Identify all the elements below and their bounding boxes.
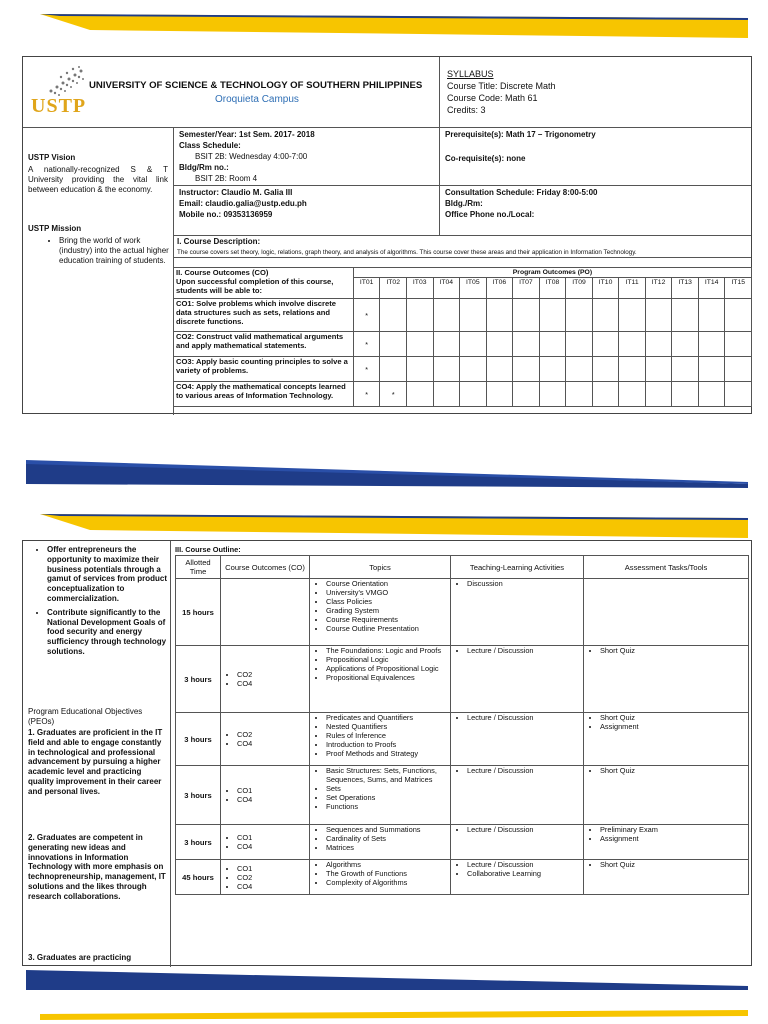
campus-name: Oroquieta Campus — [215, 94, 299, 105]
co-rows — [174, 299, 752, 407]
topic-item: • Proof Methods and Strategy — [326, 749, 448, 758]
po-mark — [513, 299, 540, 332]
po-mark — [539, 299, 566, 332]
outline-assessment — [584, 766, 749, 825]
po-mark — [645, 332, 672, 357]
header-divider — [23, 127, 751, 128]
header-allotted-time: Allotted Time — [176, 556, 221, 579]
assessment-list — [586, 713, 746, 731]
mission-list — [49, 236, 171, 265]
po-mark — [486, 382, 513, 407]
tla-list — [453, 825, 581, 834]
peo-3: 3. Graduates are practicing — [28, 953, 132, 962]
instructor-mobile: Mobile no.: 09353136959 — [179, 210, 273, 219]
co-row — [174, 299, 752, 332]
syllabus-page-1 — [22, 56, 752, 414]
tla-item: • Lecture / Discussion — [467, 713, 581, 722]
tla-item: • Lecture / Discussion — [467, 646, 581, 655]
po-mark — [672, 332, 699, 357]
po-mark — [380, 332, 407, 357]
header-vert-divider — [439, 57, 440, 127]
po-mark — [513, 357, 540, 382]
topic-item: • Algorithms — [326, 860, 448, 869]
tla-item: • Lecture / Discussion — [467, 860, 581, 869]
co-item: • CO4 — [237, 795, 307, 804]
assessment-item: • Preliminary Exam — [600, 825, 746, 834]
outline-rows — [176, 579, 749, 895]
tla-item: • Lecture / Discussion — [467, 766, 581, 775]
po-label: IT05 — [460, 278, 487, 299]
mission-item: • Offer entrepreneurs the opportunity to maximize their business potentials through a gamut of services from product conceptualization to commercialization. — [47, 545, 177, 604]
po-mark — [406, 382, 433, 407]
po-mark — [433, 332, 460, 357]
po-mark — [725, 357, 752, 382]
course-title: Course Title: Discrete Math — [447, 81, 556, 91]
po-label: IT12 — [645, 278, 672, 299]
outline-row — [176, 713, 749, 766]
instructor: Instructor: Claudio M. Galia III — [179, 188, 293, 197]
office-phone: Office Phone no./Local: — [445, 210, 535, 219]
co-title: II. Course Outcomes (CO) — [176, 268, 269, 277]
tla-item: • Lecture / Discussion — [467, 825, 581, 834]
header-course-outcomes: Course Outcomes (CO) — [221, 556, 310, 579]
tla-list — [453, 860, 581, 878]
topic-item: • Complexity of Algorithms — [326, 878, 448, 887]
outline-co — [221, 579, 310, 646]
outline-tla — [451, 713, 584, 766]
outline-tla — [451, 825, 584, 860]
co-subtitle: Upon successful completion of this course, students will be able to: — [176, 277, 334, 295]
po-mark — [566, 299, 593, 332]
allotted-time: 15 hours — [176, 579, 221, 646]
consultation-bldg: Bldg./Rm: — [445, 199, 483, 208]
outline-assessment — [584, 713, 749, 766]
tla-list — [453, 646, 581, 655]
outline-co — [221, 646, 310, 713]
co-text: CO1: Solve problems which involve discrete data structures such as sets, relations and discrete functions. — [174, 299, 354, 332]
schedule-mid-line — [173, 185, 751, 186]
co-row — [174, 332, 752, 357]
topic-item: • Functions — [326, 802, 448, 811]
po-mark — [566, 357, 593, 382]
outline-row — [176, 646, 749, 713]
po-label: IT09 — [566, 278, 593, 299]
po-mark — [406, 299, 433, 332]
topic-item: • Basic Structures: Sets, Functions, Sequences, Sums, and Matrices — [326, 766, 448, 784]
topic-item: • Applications of Propositional Logic — [326, 664, 448, 673]
co-row — [174, 357, 752, 382]
tla-list — [453, 579, 581, 588]
po-mark — [460, 332, 487, 357]
po-mark — [460, 357, 487, 382]
outline-assessment — [584, 579, 749, 646]
po-mark — [380, 299, 407, 332]
po-mark: * — [353, 382, 380, 407]
outline-topics — [310, 860, 451, 895]
po-mark — [433, 357, 460, 382]
po-mark — [619, 382, 645, 407]
allotted-time: 3 hours — [176, 825, 221, 860]
header-assessment: Assessment Tasks/Tools — [584, 556, 749, 579]
po-mark — [725, 332, 752, 357]
po-label: IT13 — [672, 278, 699, 299]
outline-row — [176, 766, 749, 825]
co-item: • CO2 — [237, 873, 307, 882]
ustp-logo — [31, 61, 87, 119]
topic-list — [312, 646, 448, 682]
po-mark — [672, 299, 699, 332]
tla-list — [453, 766, 581, 775]
assessment-list — [586, 825, 746, 843]
po-mark — [539, 382, 566, 407]
assessment-item: • Assignment — [600, 834, 746, 843]
co-item: • CO4 — [237, 739, 307, 748]
university-name: UNIVERSITY OF SCIENCE & TECHNOLOGY OF SOUTHERN PHILIPPINES — [89, 80, 423, 91]
outline-topics — [310, 713, 451, 766]
outline-tla — [451, 646, 584, 713]
po-mark — [406, 357, 433, 382]
assessment-item: • Assignment — [600, 722, 746, 731]
po-mark — [486, 357, 513, 382]
po-mark — [539, 357, 566, 382]
assessment-item: • Short Quiz — [600, 713, 746, 722]
po-mark — [592, 332, 619, 357]
po-mark: * — [353, 332, 380, 357]
assessment-item: • Short Quiz — [600, 646, 746, 655]
allotted-time: 45 hours — [176, 860, 221, 895]
peo-2: 2. Graduates are competent in generating new ideas and innovations in Information Technology with more emphasis on technopreneurship, management, IT solutions and the likes through research collaborations. — [28, 833, 166, 901]
po-label: IT02 — [380, 278, 407, 299]
po-mark — [433, 299, 460, 332]
po-label: IT03 — [406, 278, 433, 299]
mission-title: USTP Mission — [28, 224, 82, 233]
co-item: • CO4 — [237, 882, 307, 891]
po-label: IT04 — [433, 278, 460, 299]
topic-item: • Course Orientation — [326, 579, 448, 588]
co-item: • CO1 — [237, 864, 307, 873]
co-item: • CO4 — [237, 842, 307, 851]
logo-text: USTP — [31, 95, 87, 117]
bldg-room-value: BSIT 2B: Room 4 — [195, 174, 258, 183]
schedule-vert-divider — [439, 127, 440, 235]
po-mark — [672, 357, 699, 382]
po-mark — [380, 357, 407, 382]
outline-row — [176, 825, 749, 860]
vision-title: USTP Vision — [28, 153, 76, 162]
topic-list — [312, 713, 448, 758]
topic-item: • Propositional Equivalences — [326, 673, 448, 682]
po-mark — [698, 357, 725, 382]
topic-item: • Introduction to Proofs — [326, 740, 448, 749]
outline-topics — [310, 579, 451, 646]
tla-item: • Discussion — [467, 579, 581, 588]
co-item: • CO4 — [237, 679, 307, 688]
po-mark — [433, 382, 460, 407]
outline-co — [221, 860, 310, 895]
topic-item: • Predicates and Quantifiers — [326, 713, 448, 722]
outline-row — [176, 579, 749, 646]
co-item: • CO1 — [237, 833, 307, 842]
po-mark: * — [353, 357, 380, 382]
corequisite: Co-requisite(s): none — [445, 154, 526, 163]
bldg-room-label: Bldg/Rm no.: — [179, 163, 229, 172]
outline-topics — [310, 646, 451, 713]
co-item: • CO2 — [237, 670, 307, 679]
topic-item: • Course Outline Presentation — [326, 624, 448, 633]
instructor-email: Email: claudio.galia@ustp.edu.ph — [179, 199, 307, 208]
topic-list — [312, 579, 448, 633]
po-mark — [513, 332, 540, 357]
co-item: • CO1 — [237, 786, 307, 795]
po-mark — [645, 299, 672, 332]
bottom-navy-band — [0, 964, 768, 1024]
syllabus-label: SYLLABUS — [447, 69, 494, 79]
topic-item: • Set Operations — [326, 793, 448, 802]
po-mark — [619, 357, 645, 382]
po-mark — [698, 299, 725, 332]
po-mark — [486, 332, 513, 357]
po-label: IT01 — [353, 278, 380, 299]
po-mark — [460, 299, 487, 332]
vision-text: A nationally-recognized S & T University providing the vital link between education & the economy. — [28, 165, 168, 194]
po-header: Program Outcomes (PO) — [353, 268, 751, 278]
assessment-list — [586, 860, 746, 869]
topic-item: • Sequences and Summations — [326, 825, 448, 834]
po-mark — [513, 382, 540, 407]
top-yellow-band — [0, 8, 768, 40]
peo-1: 1. Graduates are proficient in the IT field and able to engage constantly in technological and professional advancement by pursuing a higher academic level and practicing quality improvement in their career and personal lives. — [28, 728, 163, 796]
po-mark — [698, 332, 725, 357]
tla-item: • Collaborative Learning — [467, 869, 581, 878]
course-outline-title: III. Course Outline: — [175, 545, 241, 554]
po-mark — [645, 382, 672, 407]
topic-item: • Matrices — [326, 843, 448, 852]
second-yellow-band — [0, 508, 768, 540]
po-mark — [406, 332, 433, 357]
outline-assessment — [584, 825, 749, 860]
allotted-time: 3 hours — [176, 766, 221, 825]
allotted-time: 3 hours — [176, 646, 221, 713]
co-text: CO3: Apply basic counting principles to solve a variety of problems. — [174, 357, 354, 382]
credits: Credits: 3 — [447, 105, 486, 115]
topic-item: • Grading System — [326, 606, 448, 615]
po-mark — [592, 382, 619, 407]
mission-list-continued — [33, 545, 177, 657]
topic-item: • University's VMGO — [326, 588, 448, 597]
mission-item: • Bring the world of work (industry) into the actual higher education training of students. — [59, 236, 171, 265]
outline-row — [176, 860, 749, 895]
topic-item: • Cardinality of Sets — [326, 834, 448, 843]
allotted-time: 3 hours — [176, 713, 221, 766]
topic-item: • The Foundations: Logic and Proofs — [326, 646, 448, 655]
header-topics: Topics — [310, 556, 451, 579]
co-row — [174, 382, 752, 407]
class-schedule-label: Class Schedule: — [179, 141, 241, 150]
po-mark: * — [353, 299, 380, 332]
mission-item: • Contribute significantly to the National Development Goals of food security and energy sufficiency through technology solutions. — [47, 608, 177, 657]
syllabus-page-2 — [22, 540, 752, 966]
po-mark — [645, 357, 672, 382]
po-mark — [725, 299, 752, 332]
po-mark — [725, 382, 752, 407]
topic-item: • The Growth of Functions — [326, 869, 448, 878]
course-outline-table — [175, 555, 749, 895]
po-label: IT10 — [592, 278, 619, 299]
outline-co — [221, 713, 310, 766]
co-list — [223, 670, 307, 688]
co-text: CO4: Apply the mathematical concepts learned to various areas of Information Technology. — [174, 382, 354, 407]
po-label: IT14 — [698, 278, 725, 299]
topic-list — [312, 860, 448, 887]
class-schedule-time: BSIT 2B: Wednesday 4:00-7:00 — [195, 152, 308, 161]
po-mark: * — [380, 382, 407, 407]
outline-assessment — [584, 646, 749, 713]
po-mark — [539, 332, 566, 357]
co-item: • CO2 — [237, 730, 307, 739]
assessment-list — [586, 766, 746, 775]
middle-navy-band — [0, 454, 768, 490]
course-code: Course Code: Math 61 — [447, 93, 538, 103]
topic-item: • Propositional Logic — [326, 655, 448, 664]
prerequisite: Prerequisite(s): Math 17 – Trigonometry — [445, 130, 596, 139]
outline-co — [221, 825, 310, 860]
po-mark — [592, 357, 619, 382]
assessment-item: • Short Quiz — [600, 860, 746, 869]
po-mark — [460, 382, 487, 407]
tla-list — [453, 713, 581, 722]
peo-title: Program Educational Objectives (PEOs) — [28, 707, 143, 726]
outline-tla — [451, 579, 584, 646]
po-label: IT15 — [725, 278, 752, 299]
po-mark — [566, 332, 593, 357]
header-teaching-activities: Teaching-Learning Activities — [451, 556, 584, 579]
po-label: IT11 — [619, 278, 645, 299]
schedule-bottom-line — [173, 235, 751, 236]
topic-list — [312, 825, 448, 852]
po-mark — [698, 382, 725, 407]
po-mark — [619, 332, 645, 357]
course-outcomes-table — [173, 267, 752, 407]
po-mark — [592, 299, 619, 332]
topic-list — [312, 766, 448, 811]
co-list — [223, 864, 307, 891]
co-header — [174, 268, 354, 299]
course-description-text: The course covers set theory, logic, relations, graph theory, and analysis of algorithms. This course cover these areas and their application in Information Technology. — [177, 249, 637, 256]
co-text: CO2: Construct valid mathematical arguments and apply mathematical statements. — [174, 332, 354, 357]
outline-assessment — [584, 860, 749, 895]
outline-tla — [451, 860, 584, 895]
outline-co — [221, 766, 310, 825]
outline-tla — [451, 766, 584, 825]
po-mark — [486, 299, 513, 332]
topic-item: • Class Policies — [326, 597, 448, 606]
po-label: IT08 — [539, 278, 566, 299]
topic-item: • Sets — [326, 784, 448, 793]
po-mark — [672, 382, 699, 407]
outline-topics — [310, 766, 451, 825]
assessment-item: • Short Quiz — [600, 766, 746, 775]
consultation-schedule: Consultation Schedule: Friday 8:00-5:00 — [445, 188, 598, 197]
topic-item: • Rules of Inference — [326, 731, 448, 740]
co-list — [223, 730, 307, 748]
topic-item: • Course Requirements — [326, 615, 448, 624]
po-mark — [619, 299, 645, 332]
co-list — [223, 833, 307, 851]
outline-topics — [310, 825, 451, 860]
po-label: IT07 — [513, 278, 540, 299]
semester-year: Semester/Year: 1st Sem. 2017- 2018 — [179, 130, 315, 139]
co-list — [223, 786, 307, 804]
po-label: IT06 — [486, 278, 513, 299]
assessment-list — [586, 646, 746, 655]
po-mark — [566, 382, 593, 407]
topic-item: • Nested Quantifiers — [326, 722, 448, 731]
course-description-title: I. Course Description: — [177, 237, 261, 246]
